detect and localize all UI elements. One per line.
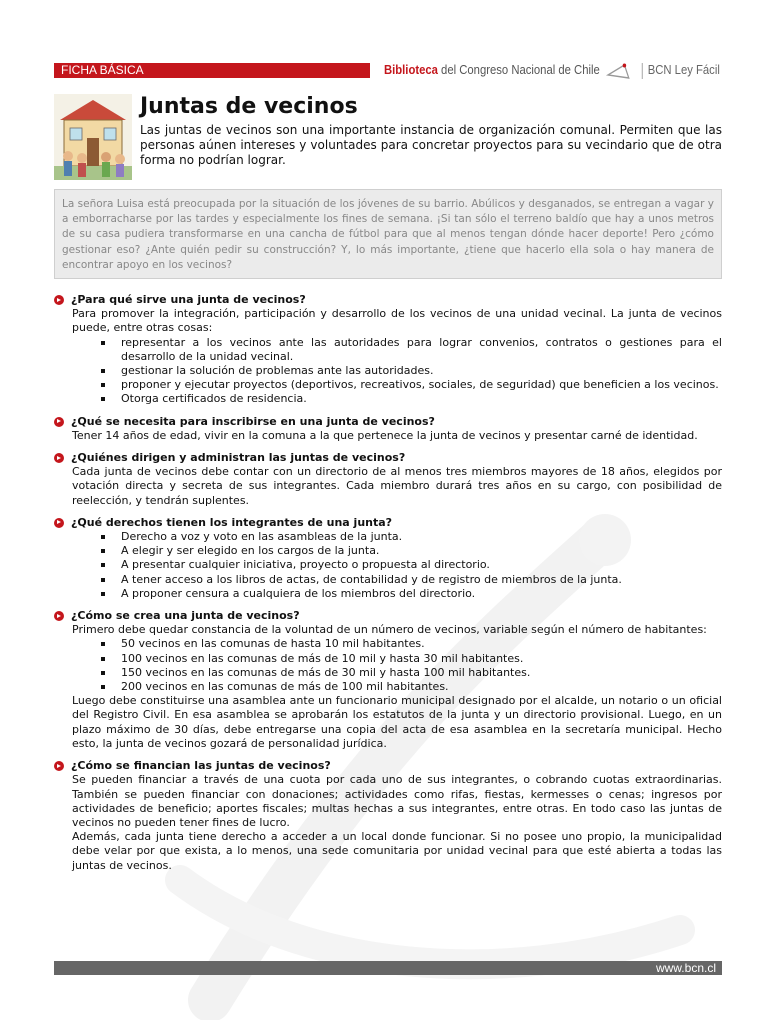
faq-section <box>54 451 722 508</box>
faq-question <box>54 451 722 465</box>
faq-section <box>54 759 722 873</box>
faq-question <box>54 516 722 530</box>
org-name-highlight: Biblioteca <box>384 62 438 77</box>
faq-question <box>54 293 722 307</box>
faq-answer <box>72 530 722 601</box>
faq-section <box>54 415 722 443</box>
list-item: A tener acceso a los libros de actas, de contabilidad y de registro de miembros de la junta. <box>121 573 722 587</box>
page-title: Juntas de vecinos <box>140 94 358 119</box>
faq-question-text: ¿Qué derechos tienen los integrantes de una junta? <box>71 515 393 529</box>
faq-section <box>54 609 722 751</box>
story-box: La señora Luisa está preocupada por la situación de los jóvenes de su barrio. Abúlicos y desganados, se entregan a vagar y a emborracharse por las tardes y especialmente los fines de semana. ¡Si tan sólo el terreno baldío que hay a unos metros de su casa pudiera transformarse en una cancha de fútbol para que al menos tengan dónde hacer deporte! Pero ¿cómo gestionar eso? ¿Ante quién pedir su construcción? Y, lo más importante, ¿tiene que hacerlo ella sola o hay manera de encontrar apoyo en los vecinos? <box>54 189 722 279</box>
bcn-logo <box>384 61 720 79</box>
faq-question-text: ¿Quiénes dirigen y administran las juntas de vecinos? <box>71 451 406 465</box>
list-item: proponer y ejecutar proyectos (deportivos, recreativos, sociales, de seguridad) que beneficien a los vecinos. <box>121 378 722 392</box>
answer-list <box>72 637 722 694</box>
brand-ley-facil: BCN Ley Fácil <box>647 62 720 77</box>
faq-answer <box>72 623 722 751</box>
list-item: Otorga certificados de residencia. <box>121 392 722 406</box>
list-item: 150 vecinos en las comunas de más de 30 mil y hasta 100 mil habitantes. <box>121 666 722 680</box>
faq-question <box>54 415 722 429</box>
faq-question-text: ¿Cómo se financian las juntas de vecinos? <box>71 759 331 773</box>
list-item: A elegir y ser elegido en los cargos de la junta. <box>121 544 722 558</box>
red-arrow-bullet-icon <box>54 761 64 771</box>
list-item: representar a los vecinos ante las autoridades para lograr convenios, contratos o gestiones para el desarrollo de la unidad vecinal. <box>121 335 722 363</box>
red-arrow-bullet-icon <box>54 518 64 528</box>
footer-bar <box>54 961 722 975</box>
list-item: A presentar cualquier iniciativa, proyecto o propuesta al directorio. <box>121 558 722 572</box>
list-item: Derecho a voz y voto en las asambleas de la junta. <box>121 530 722 544</box>
footer-url: www.bcn.cl <box>655 961 716 975</box>
red-arrow-bullet-icon <box>54 611 64 621</box>
faq-question-text: ¿Para qué sirve una junta de vecinos? <box>71 293 306 306</box>
answer-list <box>72 336 722 407</box>
faq-question-text: ¿Cómo se crea una junta de vecinos? <box>71 609 300 623</box>
answer-paragraph: Se pueden financiar a través de una cuota por cada uno de sus integrantes, o cobrando cuotas extraordinarias. También se pueden financiar con donaciones; actividades como rifas, fiestas, kermesses o cenas; ingresos por actividades de beneficio; aportes fiscales; multas hechas a sus integrantes, entre otras. En todo caso las juntas de vecinos no pueden tener fines de lucro. <box>72 773 722 829</box>
answer-paragraph: Tener 14 años de edad, vivir en la comuna a la que pertenece la junta de vecinos y presentar carné de identidad. <box>72 428 698 442</box>
faq-section <box>54 293 722 407</box>
red-arrow-bullet-icon <box>54 453 64 463</box>
answer-paragraph: Además, cada junta tiene derecho a acceder a un local donde funcionar. Si no posee uno propio, la municipalidad debe velar por que exista, a lo menos, una sede comunitaria por unidad vecinal para que esté abierta a todas las juntas de vecinos. <box>72 830 722 872</box>
faq-section <box>54 516 722 601</box>
list-item: A proponer censura a cualquiera de los miembros del directorio. <box>121 587 722 601</box>
answer-paragraph: Luego debe constituirse una asamblea ante un funcionario municipal designado por el alcalde, un notario o un oficial del Registro Civil. En esa asamblea se aprobarán los estatutos de la junta y un directorio provisional. Luego, en un plazo máximo de 30 días, debe entregarse una copia del acta de esa asamblea en la secretaría municipal. Hecho esto, la junta de vecinos gozará de personalidad jurídica. <box>72 694 722 750</box>
list-item: gestionar la solución de problemas ante las autoridades. <box>121 364 722 378</box>
faq-answer <box>72 773 722 872</box>
red-arrow-bullet-icon <box>54 295 64 305</box>
ficha-basica-label: FICHA BÁSICA <box>54 63 370 78</box>
red-arrow-bullet-icon <box>54 417 64 427</box>
faq-answer <box>72 465 722 508</box>
answer-list <box>72 530 722 601</box>
intro-paragraph: Las juntas de vecinos son una importante instancia de organización comunal. Permiten que las personas aúnen intereses y voluntades para concretar proyectos para su vecindario que de otra forma no podrían lograr. <box>140 123 722 167</box>
faq-answer <box>72 307 722 406</box>
answer-paragraph: Para promover la integración, participación y desarrollo de los vecinos de una unidad vecinal. La junta de vecinos puede, entre otras cosas: <box>72 307 722 335</box>
faq-sections <box>54 293 722 881</box>
neighborhood-illustration <box>54 94 132 180</box>
org-name-rest: del Congreso Nacional de Chile <box>437 62 600 77</box>
answer-paragraph: Primero debe quedar constancia de la voluntad de un número de vecinos, variable según el número de habitantes: <box>72 623 707 637</box>
faq-question-text: ¿Qué se necesita para inscribirse en una junta de vecinos? <box>71 414 435 428</box>
list-item: 200 vecinos en las comunas de más de 100 mil habitantes. <box>121 680 722 694</box>
list-item: 100 vecinos en las comunas de más de 10 mil y hasta 30 mil habitantes. <box>121 652 722 666</box>
faq-question <box>54 759 722 773</box>
list-item: 50 vecinos en las comunas de hasta 10 mil habitantes. <box>121 637 722 651</box>
header-bar <box>54 61 720 79</box>
faq-question <box>54 609 722 623</box>
faq-answer <box>72 429 722 443</box>
answer-paragraph: Cada junta de vecinos debe contar con un directorio de al menos tres miembros mayores de 18 años, elegidos por votación directa y secreta de sus integrantes. Cada miembro durará tres años en su cargo, con posibilidad de reelección, y tendrán suplentes. <box>72 465 722 507</box>
bcn-lamp-icon <box>606 63 632 79</box>
logo-separator <box>642 63 643 79</box>
